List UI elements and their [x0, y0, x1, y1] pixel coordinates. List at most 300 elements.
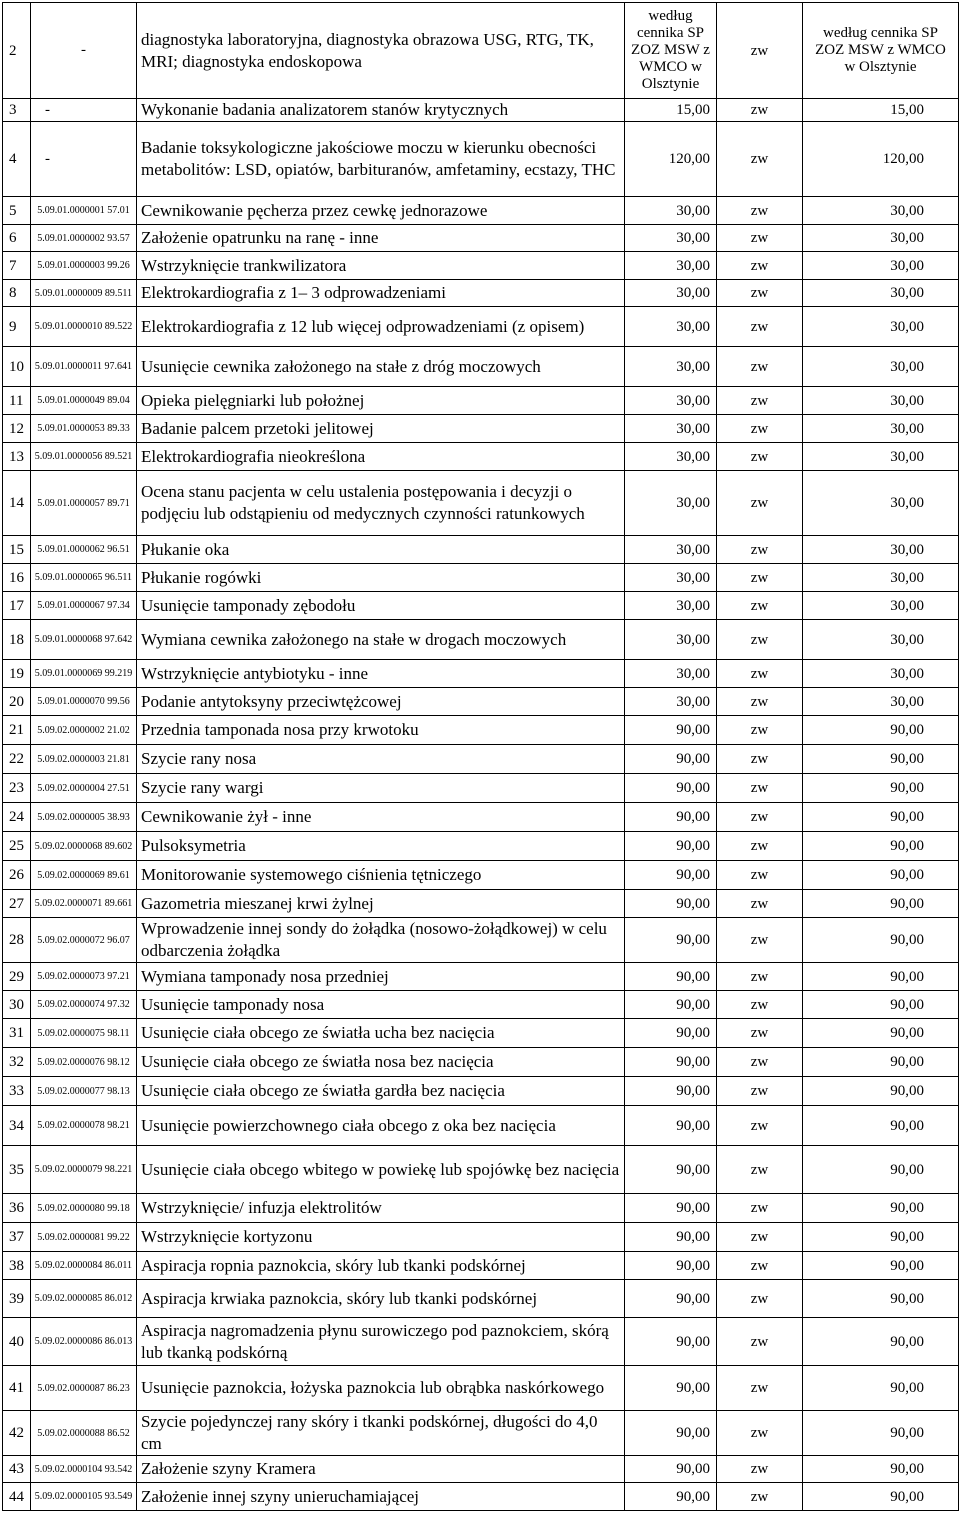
procedure-code: 5.09.02.0000087 86.23 — [31, 1366, 137, 1411]
procedure-code: 5.09.02.0000074 97.32 — [31, 991, 137, 1019]
price-value: 90,00 — [625, 1077, 717, 1106]
procedure-code: 5.09.02.0000076 98.12 — [31, 1048, 137, 1077]
price-value: 30,00 — [625, 307, 717, 347]
table-row — [3, 122, 959, 197]
procedure-name: Usunięcie tamponady zębodołu — [137, 592, 625, 620]
table-row — [3, 963, 959, 991]
table-row — [3, 861, 959, 890]
row-number: 37 — [3, 1223, 31, 1252]
price-value: 30,00 — [625, 660, 717, 688]
table-row — [3, 1019, 959, 1048]
row-number: 19 — [3, 660, 31, 688]
table-row — [3, 536, 959, 564]
procedure-code: 5.09.02.0000068 89.602 — [31, 832, 137, 861]
price-value: 90,00 — [625, 803, 717, 832]
procedure-name: Usunięcie ciała obcego ze światła nosa bez nacięcia — [137, 1048, 625, 1077]
price-value: 90,00 — [625, 991, 717, 1019]
vat-value: zw — [717, 716, 803, 745]
price-value: 90,00 — [625, 1411, 717, 1456]
price-value-2: 90,00 — [803, 1106, 959, 1146]
table-row — [3, 1077, 959, 1106]
procedure-code: 5.09.01.0000062 96.51 — [31, 536, 137, 564]
row-number: 42 — [3, 1411, 31, 1456]
procedure-name: Szycie rany wargi — [137, 774, 625, 803]
vat-value: zw — [717, 415, 803, 443]
price-value-2: 90,00 — [803, 861, 959, 890]
procedure-code: 5.09.02.0000088 86.52 — [31, 1411, 137, 1456]
table-row — [3, 1106, 959, 1146]
vat-value: zw — [717, 197, 803, 225]
price-value: 90,00 — [625, 1366, 717, 1411]
vat-value: zw — [717, 774, 803, 803]
procedure-code: 5.09.02.0000077 98.13 — [31, 1077, 137, 1106]
price-value-2: 30,00 — [803, 197, 959, 225]
procedure-name: Usunięcie cewnika założonego na stałe z dróg moczowych — [137, 347, 625, 387]
row-number: 10 — [3, 347, 31, 387]
procedure-code: 5.09.01.0000003 99.26 — [31, 252, 137, 280]
price-value: 120,00 — [625, 122, 717, 197]
procedure-code: - — [31, 99, 137, 122]
price-value: 90,00 — [625, 1483, 717, 1511]
procedure-name: Usunięcie powierzchownego ciała obcego z oka bez nacięcia — [137, 1106, 625, 1146]
procedure-name: Wykonanie badania analizatorem stanów krytycznych — [137, 99, 625, 122]
procedure-code: 5.09.01.0000068 97.642 — [31, 620, 137, 660]
row-number: 12 — [3, 415, 31, 443]
procedure-name: Cewnikowanie pęcherza przez cewkę jednorazowe — [137, 197, 625, 225]
vat-value: zw — [717, 1366, 803, 1411]
row-number: 35 — [3, 1146, 31, 1194]
table-row — [3, 918, 959, 963]
price-value-2: 90,00 — [803, 774, 959, 803]
table-row — [3, 1048, 959, 1077]
vat-value: zw — [717, 1318, 803, 1366]
procedure-code: 5.09.01.0000009 89.511 — [31, 280, 137, 307]
price-value-2: 90,00 — [803, 1483, 959, 1511]
price-value: 30,00 — [625, 688, 717, 716]
row-number: 36 — [3, 1194, 31, 1223]
price-value-2: 90,00 — [803, 890, 959, 918]
price-value: 30,00 — [625, 592, 717, 620]
price-value: 90,00 — [625, 861, 717, 890]
procedure-code: 5.09.01.0000053 89.33 — [31, 415, 137, 443]
procedure-code: 5.09.02.0000071 89.661 — [31, 890, 137, 918]
price-value-2: 90,00 — [803, 991, 959, 1019]
vat-value: zw — [717, 1456, 803, 1483]
price-value-2: 30,00 — [803, 592, 959, 620]
vat-value: zw — [717, 536, 803, 564]
table-row — [3, 1252, 959, 1280]
procedure-code: 5.09.02.0000105 93.549 — [31, 1483, 137, 1511]
row-number: 27 — [3, 890, 31, 918]
procedure-code: 5.09.01.0000057 89.71 — [31, 471, 137, 536]
table-row — [3, 1146, 959, 1194]
procedure-code: 5.09.01.0000067 97.34 — [31, 592, 137, 620]
vat-value: zw — [717, 347, 803, 387]
procedure-code: 5.09.01.0000010 89.522 — [31, 307, 137, 347]
procedure-code: 5.09.01.0000011 97.641 — [31, 347, 137, 387]
row-number: 28 — [3, 918, 31, 963]
vat-value: zw — [717, 225, 803, 252]
vat-value: zw — [717, 1106, 803, 1146]
procedure-code: 5.09.02.0000005 38.93 — [31, 803, 137, 832]
vat-value: zw — [717, 1194, 803, 1223]
row-number: 7 — [3, 252, 31, 280]
row-number: 26 — [3, 861, 31, 890]
vat-value: zw — [717, 3, 803, 99]
price-value: 30,00 — [625, 415, 717, 443]
table-row — [3, 347, 959, 387]
row-number: 2 — [3, 3, 31, 99]
row-number: 25 — [3, 832, 31, 861]
procedure-code: 5.09.02.0000081 99.22 — [31, 1223, 137, 1252]
procedure-name: Podanie antytoksyny przeciwtężcowej — [137, 688, 625, 716]
price-value: 30,00 — [625, 387, 717, 415]
price-value-2: 90,00 — [803, 716, 959, 745]
procedure-name: Usunięcie paznokcia, łożyska paznokcia lub obrąbka naskórkowego — [137, 1366, 625, 1411]
row-number: 40 — [3, 1318, 31, 1366]
price-value: 90,00 — [625, 774, 717, 803]
table-row — [3, 620, 959, 660]
price-value: 30,00 — [625, 443, 717, 471]
procedure-code: 5.09.01.0000070 99.56 — [31, 688, 137, 716]
table-row — [3, 471, 959, 536]
price-value: 30,00 — [625, 564, 717, 592]
procedure-name: diagnostyka laboratoryjna, diagnostyka obrazowa USG, RTG, TK, MRI; diagnostyka endoskopowa — [137, 3, 625, 99]
procedure-code: 5.09.02.0000086 86.013 — [31, 1318, 137, 1366]
table-row — [3, 1223, 959, 1252]
row-number: 18 — [3, 620, 31, 660]
price-value-2: według cennika SP ZOZ MSW z WMCO w Olsztynie — [803, 3, 959, 99]
price-value: 90,00 — [625, 1223, 717, 1252]
row-number: 8 — [3, 280, 31, 307]
price-value: 90,00 — [625, 832, 717, 861]
price-value-2: 90,00 — [803, 1456, 959, 1483]
procedure-name: Wstrzyknięcie antybiotyku - inne — [137, 660, 625, 688]
vat-value: zw — [717, 1223, 803, 1252]
vat-value: zw — [717, 918, 803, 963]
procedure-code: 5.09.02.0000080 99.18 — [31, 1194, 137, 1223]
vat-value: zw — [717, 963, 803, 991]
procedure-name: Założenie innej szyny unieruchamiającej — [137, 1483, 625, 1511]
procedure-code: 5.09.01.0000002 93.57 — [31, 225, 137, 252]
procedure-code: 5.09.02.0000079 98.221 — [31, 1146, 137, 1194]
vat-value: zw — [717, 890, 803, 918]
procedure-name: Usunięcie ciała obcego ze światła gardła bez nacięcia — [137, 1077, 625, 1106]
price-value: 30,00 — [625, 252, 717, 280]
table-row — [3, 3, 959, 99]
vat-value: zw — [717, 1411, 803, 1456]
table-row — [3, 443, 959, 471]
price-table-body — [3, 3, 959, 1511]
table-row — [3, 774, 959, 803]
row-number: 9 — [3, 307, 31, 347]
price-value-2: 30,00 — [803, 347, 959, 387]
procedure-name: Płukanie rogówki — [137, 564, 625, 592]
procedure-name: Szycie pojedynczej rany skóry i tkanki podskórnej, długości do 4,0 cm — [137, 1411, 625, 1456]
price-value: 90,00 — [625, 1194, 717, 1223]
procedure-code: 5.09.02.0000104 93.542 — [31, 1456, 137, 1483]
vat-value: zw — [717, 745, 803, 774]
price-value-2: 30,00 — [803, 443, 959, 471]
procedure-code: 5.09.01.0000001 57.01 — [31, 197, 137, 225]
row-number: 16 — [3, 564, 31, 592]
vat-value: zw — [717, 803, 803, 832]
price-value-2: 90,00 — [803, 1048, 959, 1077]
row-number: 22 — [3, 745, 31, 774]
table-row — [3, 1366, 959, 1411]
procedure-code: 5.09.01.0000065 96.511 — [31, 564, 137, 592]
row-number: 13 — [3, 443, 31, 471]
price-value-2: 90,00 — [803, 1194, 959, 1223]
price-value-2: 90,00 — [803, 1146, 959, 1194]
price-value-2: 30,00 — [803, 307, 959, 347]
row-number: 31 — [3, 1019, 31, 1048]
vat-value: zw — [717, 1252, 803, 1280]
row-number: 23 — [3, 774, 31, 803]
row-number: 14 — [3, 471, 31, 536]
price-value: 90,00 — [625, 1019, 717, 1048]
row-number: 39 — [3, 1280, 31, 1318]
price-value-2: 30,00 — [803, 688, 959, 716]
row-number: 4 — [3, 122, 31, 197]
procedure-code: 5.09.01.0000049 89.04 — [31, 387, 137, 415]
table-row — [3, 745, 959, 774]
price-value-2: 30,00 — [803, 252, 959, 280]
vat-value: zw — [717, 471, 803, 536]
procedure-name: Wymiana cewnika założonego na stałe w drogach moczowych — [137, 620, 625, 660]
price-value: 15,00 — [625, 99, 717, 122]
price-value-2: 90,00 — [803, 1318, 959, 1366]
procedure-name: Aspiracja krwiaka paznokcia, skóry lub tkanki podskórnej — [137, 1280, 625, 1318]
row-number: 32 — [3, 1048, 31, 1077]
table-row — [3, 688, 959, 716]
vat-value: zw — [717, 1048, 803, 1077]
price-value: 90,00 — [625, 1252, 717, 1280]
procedure-name: Wstrzyknięcie kortyzonu — [137, 1223, 625, 1252]
vat-value: zw — [717, 387, 803, 415]
table-row — [3, 660, 959, 688]
table-row — [3, 1318, 959, 1366]
vat-value: zw — [717, 122, 803, 197]
procedure-code: - — [31, 122, 137, 197]
price-value-2: 90,00 — [803, 832, 959, 861]
vat-value: zw — [717, 592, 803, 620]
price-value: 90,00 — [625, 716, 717, 745]
price-value-2: 90,00 — [803, 918, 959, 963]
procedure-code: - — [31, 3, 137, 99]
table-row — [3, 197, 959, 225]
procedure-code: 5.09.02.0000003 21.81 — [31, 745, 137, 774]
procedure-code: 5.09.02.0000085 86.012 — [31, 1280, 137, 1318]
procedure-name: Wstrzyknięcie trankwilizatora — [137, 252, 625, 280]
procedure-name: Płukanie oka — [137, 536, 625, 564]
price-value: 90,00 — [625, 1456, 717, 1483]
procedure-name: Elektrokardiografia z 12 lub więcej odprowadzeniami (z opisem) — [137, 307, 625, 347]
row-number: 11 — [3, 387, 31, 415]
vat-value: zw — [717, 991, 803, 1019]
table-row — [3, 991, 959, 1019]
price-value-2: 30,00 — [803, 415, 959, 443]
price-value: 30,00 — [625, 197, 717, 225]
table-row — [3, 803, 959, 832]
price-value: 30,00 — [625, 471, 717, 536]
procedure-name: Aspiracja ropnia paznokcia, skóry lub tkanki podskórnej — [137, 1252, 625, 1280]
procedure-code: 5.09.02.0000075 98.11 — [31, 1019, 137, 1048]
procedure-name: Opieka pielęgniarki lub położnej — [137, 387, 625, 415]
price-value-2: 120,00 — [803, 122, 959, 197]
procedure-name: Założenie szyny Kramera — [137, 1456, 625, 1483]
table-row — [3, 307, 959, 347]
price-value-2: 30,00 — [803, 660, 959, 688]
price-value-2: 30,00 — [803, 471, 959, 536]
table-row — [3, 225, 959, 252]
price-value-2: 90,00 — [803, 1223, 959, 1252]
vat-value: zw — [717, 1146, 803, 1194]
table-row — [3, 252, 959, 280]
procedure-name: Monitorowanie systemowego ciśnienia tętniczego — [137, 861, 625, 890]
row-number: 41 — [3, 1366, 31, 1411]
vat-value: zw — [717, 861, 803, 890]
procedure-name: Założenie opatrunku na ranę - inne — [137, 225, 625, 252]
price-value: według cennika SP ZOZ MSW z WMCO w Olsztynie — [625, 3, 717, 99]
price-value-2: 90,00 — [803, 1019, 959, 1048]
vat-value: zw — [717, 307, 803, 347]
vat-value: zw — [717, 280, 803, 307]
price-value-2: 30,00 — [803, 387, 959, 415]
procedure-name: Szycie rany nosa — [137, 745, 625, 774]
row-number: 15 — [3, 536, 31, 564]
price-value-2: 90,00 — [803, 745, 959, 774]
table-row — [3, 387, 959, 415]
table-row — [3, 832, 959, 861]
price-value-2: 30,00 — [803, 620, 959, 660]
price-value: 90,00 — [625, 1106, 717, 1146]
price-value: 90,00 — [625, 1146, 717, 1194]
price-value: 30,00 — [625, 347, 717, 387]
table-row — [3, 564, 959, 592]
price-value: 90,00 — [625, 745, 717, 774]
row-number: 38 — [3, 1252, 31, 1280]
price-value: 90,00 — [625, 890, 717, 918]
vat-value: zw — [717, 564, 803, 592]
price-value-2: 90,00 — [803, 963, 959, 991]
price-table — [2, 2, 959, 1511]
price-value-2: 30,00 — [803, 280, 959, 307]
row-number: 43 — [3, 1456, 31, 1483]
price-value-2: 30,00 — [803, 564, 959, 592]
price-value: 90,00 — [625, 1318, 717, 1366]
price-value-2: 90,00 — [803, 1252, 959, 1280]
procedure-name: Ocena stanu pacjenta w celu ustalenia postępowania i decyzji o podjęciu lub odstąpieniu od medycznych czynności ratunkowych — [137, 471, 625, 536]
price-value: 90,00 — [625, 918, 717, 963]
vat-value: zw — [717, 688, 803, 716]
price-value: 90,00 — [625, 963, 717, 991]
procedure-code: 5.09.01.0000069 99.219 — [31, 660, 137, 688]
table-row — [3, 1194, 959, 1223]
price-value: 30,00 — [625, 225, 717, 252]
price-value-2: 90,00 — [803, 803, 959, 832]
row-number: 5 — [3, 197, 31, 225]
procedure-name: Wstrzyknięcie/ infuzja elektrolitów — [137, 1194, 625, 1223]
price-value: 30,00 — [625, 536, 717, 564]
price-value: 90,00 — [625, 1280, 717, 1318]
vat-value: zw — [717, 832, 803, 861]
table-row — [3, 716, 959, 745]
procedure-code: 5.09.02.0000069 89.61 — [31, 861, 137, 890]
row-number: 30 — [3, 991, 31, 1019]
price-value: 30,00 — [625, 280, 717, 307]
procedure-code: 5.09.01.0000056 89.521 — [31, 443, 137, 471]
procedure-name: Badanie toksykologiczne jakościowe moczu w kierunku obecności metabolitów: LSD, opiatów, barbituranów, amfetaminy, ecstazy, THC — [137, 122, 625, 197]
table-row — [3, 592, 959, 620]
row-number: 20 — [3, 688, 31, 716]
procedure-name: Pulsoksymetria — [137, 832, 625, 861]
procedure-name: Usunięcie tamponady nosa — [137, 991, 625, 1019]
vat-value: zw — [717, 1280, 803, 1318]
row-number: 24 — [3, 803, 31, 832]
procedure-code: 5.09.02.0000078 98.21 — [31, 1106, 137, 1146]
price-value-2: 90,00 — [803, 1077, 959, 1106]
table-row — [3, 890, 959, 918]
procedure-code: 5.09.02.0000004 27.51 — [31, 774, 137, 803]
table-row — [3, 99, 959, 122]
table-row — [3, 1280, 959, 1318]
procedure-name: Elektrokardiografia nieokreślona — [137, 443, 625, 471]
row-number: 29 — [3, 963, 31, 991]
procedure-code: 5.09.02.0000072 96.07 — [31, 918, 137, 963]
price-value-2: 90,00 — [803, 1280, 959, 1318]
row-number: 3 — [3, 99, 31, 122]
price-value-2: 90,00 — [803, 1366, 959, 1411]
vat-value: zw — [717, 99, 803, 122]
table-row — [3, 415, 959, 443]
vat-value: zw — [717, 252, 803, 280]
row-number: 33 — [3, 1077, 31, 1106]
row-number: 6 — [3, 225, 31, 252]
procedure-code: 5.09.02.0000002 21.02 — [31, 716, 137, 745]
procedure-code: 5.09.02.0000084 86.011 — [31, 1252, 137, 1280]
table-row — [3, 1483, 959, 1511]
procedure-name: Elektrokardiografia z 1– 3 odprowadzeniami — [137, 280, 625, 307]
procedure-name: Usunięcie ciała obcego ze światła ucha bez nacięcia — [137, 1019, 625, 1048]
procedure-name: Przednia tamponada nosa przy krwotoku — [137, 716, 625, 745]
row-number: 34 — [3, 1106, 31, 1146]
vat-value: zw — [717, 1077, 803, 1106]
table-row — [3, 1411, 959, 1456]
price-value-2: 15,00 — [803, 99, 959, 122]
procedure-name: Usunięcie ciała obcego wbitego w powiekę lub spojówkę bez nacięcia — [137, 1146, 625, 1194]
price-value-2: 30,00 — [803, 225, 959, 252]
procedure-name: Badanie palcem przetoki jelitowej — [137, 415, 625, 443]
price-value-2: 90,00 — [803, 1411, 959, 1456]
vat-value: zw — [717, 1483, 803, 1511]
row-number: 17 — [3, 592, 31, 620]
vat-value: zw — [717, 620, 803, 660]
price-value: 90,00 — [625, 1048, 717, 1077]
price-value-2: 30,00 — [803, 536, 959, 564]
row-number: 44 — [3, 1483, 31, 1511]
procedure-code: 5.09.02.0000073 97.21 — [31, 963, 137, 991]
row-number: 21 — [3, 716, 31, 745]
table-row — [3, 1456, 959, 1483]
procedure-name: Aspiracja nagromadzenia płynu surowiczego pod paznokciem, skórą lub tkanką podskórną — [137, 1318, 625, 1366]
vat-value: zw — [717, 660, 803, 688]
vat-value: zw — [717, 443, 803, 471]
table-row — [3, 280, 959, 307]
procedure-name: Gazometria mieszanej krwi żylnej — [137, 890, 625, 918]
procedure-name: Cewnikowanie żył - inne — [137, 803, 625, 832]
vat-value: zw — [717, 1019, 803, 1048]
